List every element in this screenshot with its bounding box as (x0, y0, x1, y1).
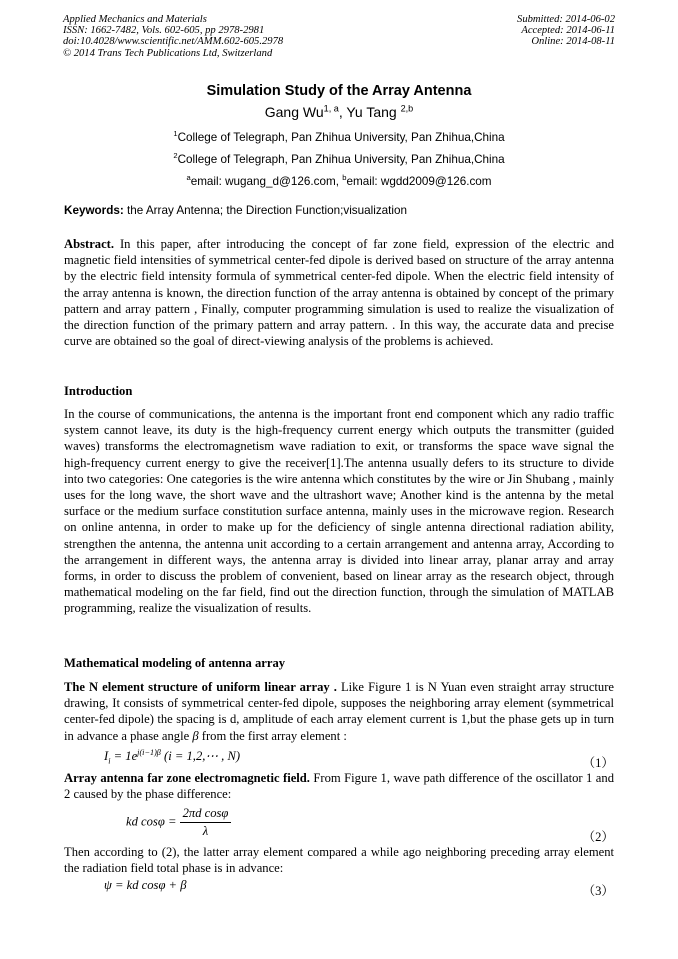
journal-doi: doi:10.4028/www.scientific.net/AMM.602-605.2978 (63, 36, 284, 48)
section-heading-introduction: Introduction (64, 384, 133, 398)
eq1-sub: i (108, 756, 111, 766)
paragraph-lead: The N element structure of uniform linear array . (64, 680, 337, 694)
email-a: email: wugang_d@126.com, (190, 175, 343, 188)
author-name: Gang Wu (264, 104, 324, 120)
journal-header (63, 14, 283, 59)
equation-number-1: （1） (582, 756, 614, 770)
math-paragraph-2 (64, 770, 614, 802)
eq1-cond: (i = 1,2,⋯ , N) (160, 749, 241, 763)
author-sup: 1, a (323, 103, 339, 114)
equation-3: ψ = kd cosφ + β (104, 878, 187, 892)
email-sup: b (342, 173, 347, 183)
author-sep: , (338, 104, 347, 120)
journal-name: Applied Mechanics and Materials (63, 14, 207, 25)
author-name: Yu Tang (346, 104, 401, 120)
author-line (0, 104, 678, 120)
email-line (0, 175, 678, 188)
online-date: Online: 2014-08-11 (531, 36, 615, 48)
eq1-mid: = 1e (110, 749, 138, 763)
journal-copyright: © 2014 Trans Tech Publications Ltd, Switzerland (63, 47, 273, 59)
section-heading-math: Mathematical modeling of antenna array (64, 656, 286, 670)
eq2-denominator: λ (202, 824, 209, 838)
email-b: email: wgdd2009@126.com (346, 175, 492, 188)
keywords-text: the Array Antenna; the Direction Function;visualization (123, 204, 408, 217)
journal-issn: ISSN: 1662-7482, Vols. 602-605, pp 2978-2981 (63, 25, 265, 37)
abstract-label: Abstract. (64, 237, 115, 251)
equation-2 (126, 806, 231, 839)
paper-title: Simulation Study of the Array Antenna (206, 83, 472, 99)
introduction-text: In the course of communications, the antenna is the important front end component which any radio traffic system cannot leave, its duty is the high-frequency current energy which outputs the transmitter (guided waves) transforms the electromagnetism wave radiation to exit, or transforms the space wave signal the high-frequency current energy to give the receiver[1].The antenna usually defers to its structure to divide into two categories: One categories is the wire antenna which constitutes by the wire or Jin Shubang , mainly uses for the long wave, the short wave and the ultrashort wave; Another kind is the antenna by the metal surface or the medium surface constitution surface antenna, mainly uses in the microwave region. Research on online antenna, in order to make up for the deficiency of single antenna directional radiation ability, strengthen the antenna, the antenna unit according to a certain arrangement and antenna array, According to the arrangement in different ways, the antenna array is divided into linear array, planar array and array forms, in order to discuss the problem of convenient, based on linear array as the research object, through mathematical modeling on the far field, find out the direction function, through the simulation of MATLAB programming, realize the visualization of results. (64, 407, 614, 616)
equation-number-2: （2） (582, 830, 614, 844)
paragraph-tail: from the first array element : (198, 728, 347, 743)
affiliation (0, 131, 678, 144)
eq1-sup: j(i−1)β (137, 747, 161, 757)
beta-symbol: β (192, 728, 199, 743)
paragraph-text: From Figure 1, wave path difference of the oscillator 1 and 2 caused by the phase difference: (64, 771, 614, 802)
equation-number-3: （3） (582, 884, 614, 898)
eq2-fraction (180, 806, 232, 839)
keywords-label: Keywords: (64, 204, 124, 217)
affiliation-text: College of Telegraph, Pan Zhihua University, Pan Zhihua,China (177, 153, 505, 166)
email-sup: a (186, 173, 191, 183)
paragraph-lead: Array antenna far zone electromagnetic field. (64, 771, 310, 785)
equation-1 (104, 748, 240, 764)
affiliation-sup: 2 (173, 151, 178, 161)
accepted-date: Accepted: 2014-06-11 (521, 25, 615, 37)
eq2-lhs: kd cosφ = (126, 814, 180, 829)
paragraph-text: Like Figure 1 is N Yuan even straight array structure drawing, It consists of symmetrical center-fed dipole, supposes the neighboring array element (symmetrical center-fed dipole) the spacing is d, amplitude of each array element current is 1,but the phase gets up in turn in advance a phase angle (64, 680, 614, 743)
affiliation (0, 153, 678, 166)
abstract-text: In this paper, after introducing the concept of far zone field, expression of the electric and magnetic field intensities of symmetrical center-fed dipole is derived based on structure of the array antenna by the electric field intensity formula of symmetrical center-fed dipole. When the electric field intensity of the array antenna is known, the direction function of the array antenna is obtained by concept of the primary pattern and array pattern , Finally, computer programming simulation is used to realize the visualization of the direction function of the primary pattern and array pattern. . In this way, the accurate data and precise curve are obtained so the goal of direct-viewing analysis of the problems is achieved. (64, 237, 614, 349)
affiliation-text: College of Telegraph, Pan Zhihua University, Pan Zhihua,China (177, 131, 505, 144)
author-sup: 2,b (400, 103, 414, 114)
affiliation-sup: 1 (173, 129, 178, 139)
keywords (64, 204, 407, 217)
dates-header (517, 14, 615, 48)
eq2-numerator: 2πd cosφ (180, 806, 232, 823)
math-paragraph-3: Then according to (2), the latter array element compared a while ago neighboring preceding array element the radiation field total phase is in advance: (64, 845, 614, 876)
submitted-date: Submitted: 2014-06-02 (517, 14, 615, 25)
abstract (64, 236, 614, 349)
math-paragraph-1 (64, 679, 614, 744)
eq1-lhs: I (104, 749, 109, 763)
